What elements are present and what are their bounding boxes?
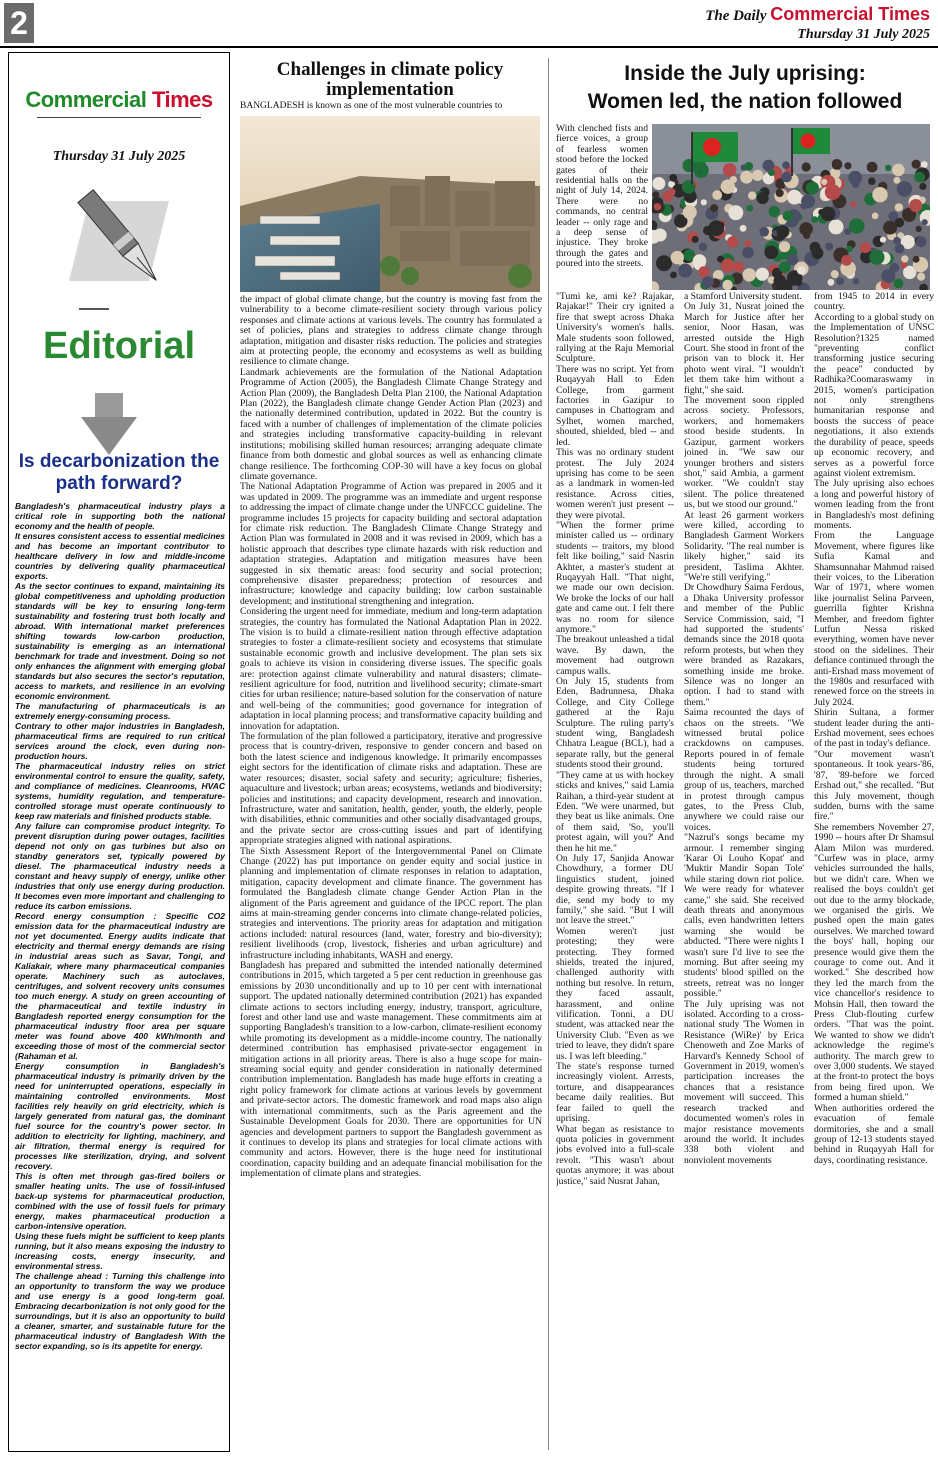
sidebar-brand-word1: Commercial <box>25 87 147 112</box>
paragraph: According to a global study on the Implementation of UNSC Resolution?1325 named "preventing conflict transforming justice securing the peace" conducted by Radhika?Coomaraswamy in 2015, women's participation not only strengthens humanitarian response and boosts the success of peace negotiations, it also extends the durability of peace, speeds up economic recovery, and serves as a powerful force against violent extremism. <box>814 311 934 479</box>
paragraph: When authorities ordered the evacuation of female dormitories, she and a small group of 12-13 students stayed behind in Ruqayyah Hall for days, coordinating resistance. <box>814 1102 934 1166</box>
paper-brand: Commercial Times <box>770 4 930 24</box>
article-body-uprising-col1 <box>556 292 674 1454</box>
sidebar-brand-word2: Times <box>151 87 213 112</box>
paragraph: As the sector continues to expand, maintaining its global competitiveness and upholding production standards will be key to ensuring long-term sustainability and fostering trust both locally and abroad. With international market preferences shifting towards low-carbon production, sustainability is emerging as an international benchmark for trade and investment. Doing so not only enhances the alignment with emerging global standards but also secures the sector's reputation, access to markets, and resilience in an evolving economic environment. <box>15 581 225 701</box>
column-divider <box>548 58 549 1450</box>
sidebar-brand <box>9 87 229 113</box>
paragraph: On July 31, Nusrat joined the March for Justice after her senior, Noor Hasan, was arrested outside the High Court. She stood in front of the prison van to block it. Her photo went viral. "I wouldn't let them take him without a fight," she said. <box>684 301 804 396</box>
harbor-photo <box>240 116 540 292</box>
paragraph: "When the former prime minister called us -- ordinary students -- traitors, my blood felt like boiling," said Nasrin Akhter, a master's student at Ruqayyah Hall. "That night, we made our own decision. We broke the locks of our hall gate and came out. I felt there was no room for silence anymore." <box>556 519 674 635</box>
paragraph: "Our movement wasn't spontaneous. It took years-'86, '87, '89-before we forced Ershad out," she recalled. "But this July movement, though sudden, burns with the same fire." <box>814 748 934 823</box>
paragraph: Dr Chowdhury Saima Ferdous, a Dhaka University professor and member of the Public Service Commission, said, "I had supported the students' demands since the 2018 quota reform protests, but when they were branded as Razakars, something inside me broke. Silence was no longer an option. I had to stand with them." <box>684 582 804 708</box>
paragraph: "Tumi ke, ami ke? Rajakar, Rajakar!" Their cry ignited a fire that swept across Dhaka University's women's halls. Male students soon followed, rallying at the Raju Memorial Sculpture. <box>556 292 674 365</box>
masthead-date: Thursday 31 July 2025 <box>797 27 930 42</box>
paragraph: With clenched fists and fierce voices, a group of fearless women stood before the locked gates of their residential halls on the night of July 14, 2024. There were no commands, no central leader -- only rage and a deep sense of injustice. They broke through the gates and poured into the streets. <box>556 124 648 270</box>
article-body-uprising-col3 <box>814 292 934 1454</box>
paragraph: Saima recounted the days of chaos on the streets. "We witnessed brutal police crackdowns on campuses. Reports poured in of female students being tortured through the night. A small group of us, teachers, marched in protest through campus gates, to the Press Club, anywhere we could raise our voices. <box>684 707 804 833</box>
paper-name <box>705 4 930 25</box>
paragraph: Any failure can compromise product integrity. To prevent disruption during power outages, facilities depend not only on gas turbines but also on standby generators set, typically powered by diesel. The pharmaceutical industry needs a constant and heavy supply of energy, unlike other industries that only use energy during production. It becomes even more important and challenging to reduce its carbon emissions. <box>15 821 225 911</box>
paragraph: "They came at us with hockey sticks and knives," said Lamia Raihan, a third-year student at Eden. "We were unarmed, but they beat us like animals. One of them said, 'So, you'll protest again, will you?' And then he hit me." <box>556 769 674 854</box>
paragraph: The challenge ahead : Turning this challenge into an opportunity to transform the way we produce and use energy is a good long-term goal. Embracing decarbonization is not only good for the surroundings, but it is also an opportunity to build a cleaner, smarter, and sustainable future for the pharmaceutical industry of Bangladesh With the sector expanding, so is its appetite for energy. <box>15 1271 225 1351</box>
editorial-sidebar <box>8 52 230 1452</box>
editorial-headline: Is decarbonization the path forward? <box>18 451 220 494</box>
paragraph: The state's response turned increasingly violent. Arrests, torture, and disappearances became daily realities. But fear failed to quell the uprising. <box>556 1061 674 1125</box>
paragraph: The manufacturing of pharmaceuticals is an extremely energy-consuming process. <box>15 701 225 721</box>
paragraph: This was no ordinary student protest. The July 2024 uprising has come to be seen as a landmark in women-led resistance. Across cities, women weren't just present -- they were pivotal. <box>556 447 674 521</box>
article-title-line2: Women led, the nation followed <box>587 90 903 113</box>
paragraph: What began as resistance to quota policies in government jobs evolved into a full-scale revolt. "This wasn't about quotas anymore; it was about justice," said Nusrat Jahan, <box>556 1123 674 1187</box>
paper-prefix: The Daily <box>705 8 767 24</box>
article-title-line1: Inside the July uprising: <box>624 62 866 85</box>
paragraph: The formulation of the plan followed a participatory, iterative and progressive process that is country-driven, responsive to gender concern and based on both the latest science and indigenous knowledge. It primarily encompasses eight sectors for the identification of climate risks and adaptation. These are water resources; disaster, social safety and security; agriculture; fisheries, aquaculture and livestock; urban areas; ecosystems, wetlands and biodiversity; policies and institutions; and capacity development, research and innovation. Infrastructure, water and sanitation, health, gender, youth, the elderly, people with disabilities, ethnic communities and other socially disadvantaged groups, and the private sector are cross-cutting issues and part of identifying appropriate strategies aligned with national aspirations. <box>240 731 542 847</box>
paragraph: The National Adaptation Programme of Action was prepared in 2005 and it was updated in 2009. The programme was an immediate and urgent response to addressing the impact of climate change under the UNFCCC guideline. The programme includes 15 projects for capacity building and sectoral adaptation for climate risk reduction. The Bangladesh Climate Change Strategy and Action Plan was formulated in 2008 and it was revised in 2009, which has a holistic approach that describes type climate hazards with risk reduction and adaptation strategies. Adaptation and mitigation measures have been suggested in six thematic areas: food security and social protection; comprehensive disaster preparedness; protection of resources and infrastructure; knowledge and capacity building; low carbon sustainable development; and institutional strengthening and integration. <box>240 481 542 607</box>
editorial-body <box>15 501 225 1351</box>
paragraph: Energy consumption in Bangladesh's pharmaceutical industry is primarily driven by the need for uninterrupted operations, especially in maintaining controlled environments. Most facilities rely heavily on grid electricity, which is largely generated from natural gas, the dominant fuel source for the country's power sector. In addition to electricity for lighting, machinery, and air filtration, thermal energy is required for processes like sterilization, drying, and solvent recovery. <box>15 1061 225 1171</box>
paragraph: The Sixth Assessment Report of the Intergovernmental Panel on Climate Change (2022) has put importance on gender equity and social justice in planning and implementation of climate responses in relation to adaptation, mitigation, capacity development and climate finance. The government has formulated the Bangladesh climate change Gender Action Plan in the alignment of the Paris agreement and guidance of the IPCC report. The plan aims at main-streaming gender concerns into climate change-related policies, strategies and interventions. The priority areas for adaptation and mitigation actions included: natural resources (land, water, forestry and bio-diversity); resilient livelihoods (crop, livestock, fisheries and urban agriculture) and infrastructure including inhabitants, WASH and energy. <box>240 845 542 961</box>
article-body-uprising-intro <box>556 124 648 292</box>
article-title-uprising <box>560 60 930 116</box>
section-title: Editorial <box>42 325 196 367</box>
fountain-pen-icon <box>69 181 189 321</box>
header-rule <box>0 46 938 48</box>
paragraph: Women weren't just protesting; they were protecting. They formed shields, treated the injured, challenged authority with nothing but resolve. In return, they faced assault, harassment, and online vilification. Tonni, a DU student, was attacked near the University Club. "Even as we tried to leave, they didn't spare us. I was left bleeding." <box>556 925 674 1062</box>
protest-crowd-photo <box>652 124 930 290</box>
paragraph: Using these fuels might be sufficient to keep plants running, but it also means exposing the industry to increasing costs, energy insecurity, and environmental stress. <box>15 1231 225 1271</box>
paragraph: The July uprising also echoes a long and powerful history of women leading from the front in Bangladesh's most defining moments. <box>814 478 934 531</box>
paragraph: Bangladesh's pharmaceutical industry plays a critical role in supporting both the national economy and the health of people. <box>15 501 225 531</box>
paragraph: There was no script. Yet from Ruqayyah Hall to Eden College, from garment factories in Gazipur to campuses in Chattogram and Sylhet, women marched, shouted, shielded, bled -- and led. <box>556 363 674 448</box>
paragraph: The movement soon rippled across society. Professors, workers, and homemakers stood beside students. In Gazipur, garment workers joined in. "We saw our younger brothers and sisters shot," said Ambia, a garment worker. "We couldn't stay silent. The police threatened us, but we stood our ground." <box>684 395 804 511</box>
paragraph: She remembers November 27, 1990 -- hours after Dr Shamsul Alam Milon was murdered. "Curfew was in place, army vehicles surrounded the halls, but we didn't care. When we realised the boys couldn't get out due to the army blockade, we organised the girls. We pushed open the main gates ourselves. We marched toward the boys' hall, hoping our presence would give them the courage to come out. And it worked." She described how they led the march from the vice chancellor's residence to Mohsin Hall, then toward the Press Club-flouting curfew orders. "That was the point. We wanted to show we didn't acknowledge the regime's authority. The march grew to over 3,000 students. We stayed at the front-to protect the boys from being fired upon. We formed a human shield." <box>814 821 934 1104</box>
masthead <box>705 4 930 43</box>
paragraph: This is often met through gas-fired boilers or smaller heating units. The use of fossil-infused back-up systems for pharmaceutical production, combined with the use of fossil fuels for primary energy, makes pharmaceutical production a carbon-intensive operation. <box>15 1171 225 1231</box>
paragraph: From the Language Movement, where figures like Sufia Kamal and Shamsunnahar Mahmud raised their voices, to the Liberation War of 1971, where women like journalist Selina Parveen, guerrilla fighter Krishna Member, and freedom fighter Lutfun Nessa risked everything, women have never stood on the sidelines. Their defiance continued through the anti-Ershad mass movement of the 1980s and resurfaced with renewed force on the streets in July 2024. <box>814 530 934 708</box>
article-body-uprising-col2 <box>684 292 804 1454</box>
paragraph: On July 15, students from Eden, Badrunnesa, Dhaka College, and City College gathered at the Raju Sculpture. The ruling party's student wing, Bangladesh Chhatra League (BCL), had a separate rally, but the general students stood their ground. <box>556 676 674 771</box>
paragraph: Bangladesh has prepared and submitted the intended nationally determined contributions in 2015, which targeted a 5 per cent reduction in greenhouse gas emissions by 2030 unconditionally and up to 10 per cent with international support. The updated nationally determined contribution (2021) has expanded climate actions to sectors including energy, industry, transport, agriculture, forest and other land use and waste management. These commitments aim at supporting Bangladesh's transition to a low-carbon, climate-resilient economy while promoting its development as a middle-income country. The nationally determined contribution has emphasised private-sector engagement in mitigation actions in all priority areas. There is also a huge scope for main-streaming social equity and gender consideration in nationally determined contribution implementation. Bangladesh has made huge efforts in creating a right policy framework for climate actions at various levels by government and private-sector actors. The domestic framework and road maps also align with international commitments, such as the Paris agreement and the Sustainable Development Goals for 2030. There are opportunities for UN agencies and development partners to support the Bangladesh government as it continues to develop its plans and strategies for local climate actions with community and actors. However, there is the huge need for institutional coordination, capacity building and an adequate financial mobilisation for the implementation of climate plans and strategies. <box>240 960 542 1180</box>
paragraph: Shirin Sultana, a former student leader during the anti-Ershad movement, sees echoes of the past in today's defiance. <box>814 707 934 750</box>
paragraph: On July 17, Sanjida Anowar Chowdhury, a former DU linguistics student, joined despite growing threats. "If I die, send my body to my family," she said. "But I will not leave the street." <box>556 852 674 927</box>
article-body-climate <box>240 295 542 1455</box>
paragraph: The pharmaceutical industry relies on strict environmental control to ensure the quality, safety, and compliance of medicines. Cleanrooms, HVAC systems, humidity regulation, and temperature-controlled storage must operate continuously to keep raw materials and finished products stable. <box>15 761 225 821</box>
page-number: 2 <box>4 3 34 43</box>
sidebar-divider <box>37 117 201 118</box>
paragraph: a Stamford University student. <box>684 292 802 302</box>
down-arrow-icon <box>81 393 137 455</box>
paragraph: "Nazrul's songs became my armour. I remember singing 'Karar Oi Louho Kopat' and 'Muktir Mandir Sopan Tole' while staring down riot police. We were ready for whatever came," she said. She received death threats and anonymous calls, even handwritten letters warning she would be abducted. "There were nights I wasn't sure I'd live to see the morning. But after seeing my students' blood spilled on the streets, retreat was no longer possible." <box>684 832 804 1000</box>
paragraph: Contrary to other major industries in Bangladesh, pharmaceutical firms are required to run critical services around the clock, even during non-production hours. <box>15 721 225 761</box>
paragraph: the impact of global climate change, but the country is moving fast from the vulnerability to a become climate-resilient society through various policy responses and climate actions at various levels. The country has formulated a set of policies, plans and strategies to address climate change through adaptation, mitigation and disaster risks reduction. The policies and strategies aim at protecting people, the economy and ecosystems as well as building resilience to climate change. <box>240 295 542 368</box>
paragraph: from 1945 to 2014 in every country. <box>814 292 934 313</box>
article-lead-climate: BANGLADESH is known as one of the most vulnerable countries to <box>240 101 503 111</box>
paragraph: The July uprising was not isolated. According to a cross-national study 'The Women in Resistance (WiRe)' by Erica Chenoweth and Zoe Marks of Harvard's Kennedy School of Government in 2019, women's participation increases the chances that a resistance movement will succeed. This research tracked and documented women's roles in major resistance movements around the world. It includes 338 both violent and nonviolent movements <box>684 998 804 1166</box>
article-title-climate: Challenges in climate policy implementation <box>276 59 504 100</box>
paragraph: The breakout unleashed a tidal wave. By dawn, the movement had outgrown campus walls. <box>556 634 674 677</box>
sidebar-date: Thursday 31 July 2025 <box>52 149 186 164</box>
paragraph: Landmark achievements are the formulation of the National Adaptation Programme of Action (2005), the Bangladesh Climate Change Strategy and Action Plan (2009), the Bangladesh Delta Plan 2100, the National Adaptation Plan (2022), the Bangladesh climate change Gender Action Plan (2023) and the nationally determined contribution, updated in 2022. But the country is faced with a number of challenges of implementation of the climate policies and strategies including transformative capacity-building in relevant institutions; mobilising skilled human resources; arranging adequate climate finance from both domestic and global sources as well as enhancing climate change resilience. The forthcoming COP-30 will have a key focus on global climate governance. <box>240 366 542 482</box>
paragraph: At least 26 garment workers were killed, according to Bangladesh Garment Workers Solidarity. "The real number is likely higher," said its president, Taslima Akhter. "We're still verifying." <box>684 509 804 583</box>
paragraph: It ensures consistent access to essential medicines and has become an important contributor to healthcare delivery in low and middle-income countries by delivering quality pharmaceutical exports. <box>15 531 225 581</box>
paragraph: Considering the urgent need for immediate, medium and long-term adaptation strategies, the country has formulated the National Adaptation Plan in 2022. The vision is to build a climate-resilient nation through effective adaptation strategies to foster a climate-resilient society and ecosystems that stimulate sustainable economic growth and inclusive development. The plan sets six goals to achieve its vision in considering diverse issues. The specific goals are: protection against climate vulnerability and natural disasters; climate-resilient agriculture for food, nutrition and livelihood security; climate-smart cities for urban resilience; nature-based solution for the conservation of nature and well-being of the communities; good governance for integration of adaptation in local planning process; and transformative capacity building and innovation for adaptation. <box>240 606 542 732</box>
paragraph: Record energy consumption : Specific CO2 emission data for the pharmaceutical industry are not yet documented. Energy audits indicate that electricity and thermal energy demands are rising in industrial areas such as Savar, Tongi, and Kaliakair, where many pharmaceutical companies operate. Machinery such as autoclaves, centrifuges, and solvent recovery units consumes too much energy. A study on green accounting of the pharmaceutical and textile industry in Bangladesh reported energy consumption for the pharmaceutical industry floor area per square meter was found above 400 kWh/month and exceeding those of most of the commercial sector (Rahaman et al. <box>15 911 225 1061</box>
